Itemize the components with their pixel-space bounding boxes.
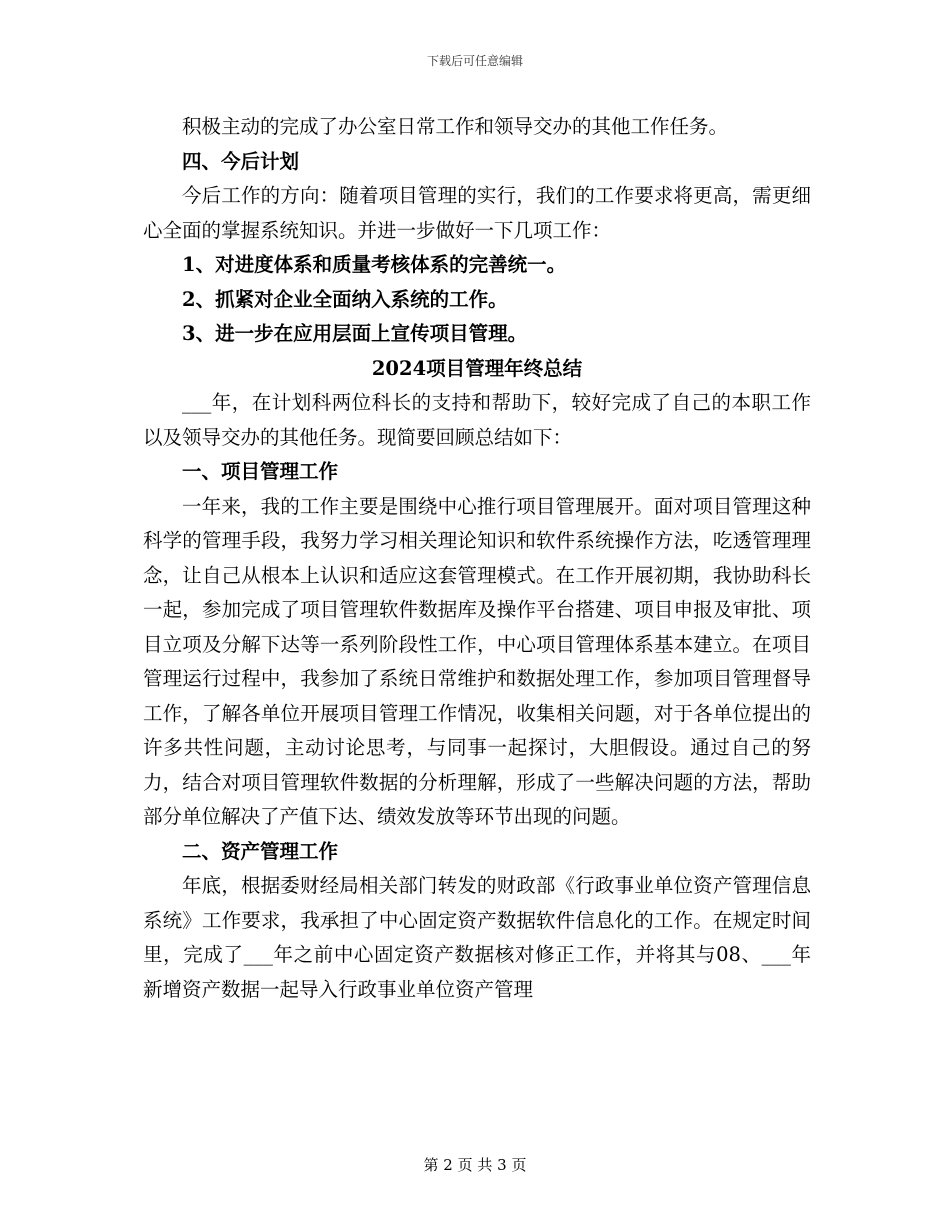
paragraph-future-direction: 今后工作的方向：随着项目管理的实行，我们的工作要求将更高，需更细心全面的掌握系统知识。并进一步做好一下几项工作： [143,184,811,242]
page-footer-number: 第 2 页 共 3 页 [423,1156,527,1174]
paragraph-intro: ___年，在计划科两位科长的支持和帮助下，较好完成了自己的本职工作以及领导交办的其他任务。现简要回顾总结如下： [143,391,811,449]
document-title: 2024项目管理年终总结 [371,356,583,380]
document-body [143,110,811,1007]
plan-item-2: 2、抓紧对企业全面纳入系统的工作。 [182,287,508,311]
paragraph-asset-management: 年底，根据委财经局相关部门转发的财政部《行政事业单位资产管理信息系统》工作要求，我承担了中心固定资产数据软件信息化的工作。在规定时间里，完成了___年之前中心固定资产数据核对修正工作，并将其与08、___年新增资产数据一起导入行政事业单位资产管理 [143,874,811,1001]
heading-asset-management: 二、资产管理工作 [182,839,339,863]
paragraph-project-management: 一年来，我的工作主要是围绕中心推行项目管理展开。面对项目管理这种科学的管理手段，我努力学习相关理论知识和软件系统操作方法，吃透管理理念，让自己从根本上认识和适应这套管理模式。在工作开展初期，我协助科长一起，参加完成了项目管理软件数据库及操作平台搭建、项目申报及审批、项目立项及分解下达等一系列阶段性工作，中心项目管理体系基本建立。在项目管理运行过程中，我参加了系统日常维护和数据处理工作，参加项目管理督导工作，了解各单位开展项目管理工作情况，收集相关问题，对于各单位提出的许多共性问题，主动讨论思考，与同事一起探讨，大胆假设。通过自己的努力，结合对项目管理软件数据的分析理解，形成了一些解决问题的方法，帮助部分单位解决了产值下达、绩效发放等环节出现的问题。 [143,494,811,828]
paragraph-office-work: 积极主动的完成了办公室日常工作和领导交办的其他工作任务。 [182,115,729,138]
plan-item-1: 1、对进度体系和质量考核体系的完善统一。 [182,253,567,276]
heading-project-management: 一、项目管理工作 [182,460,339,483]
plan-item-3: 3、进一步在应用层面上宣传项目管理。 [182,322,528,345]
page-header-note: 下载后可任意编辑 [426,54,523,68]
heading-future-plan: 四、今后计划 [182,149,300,173]
